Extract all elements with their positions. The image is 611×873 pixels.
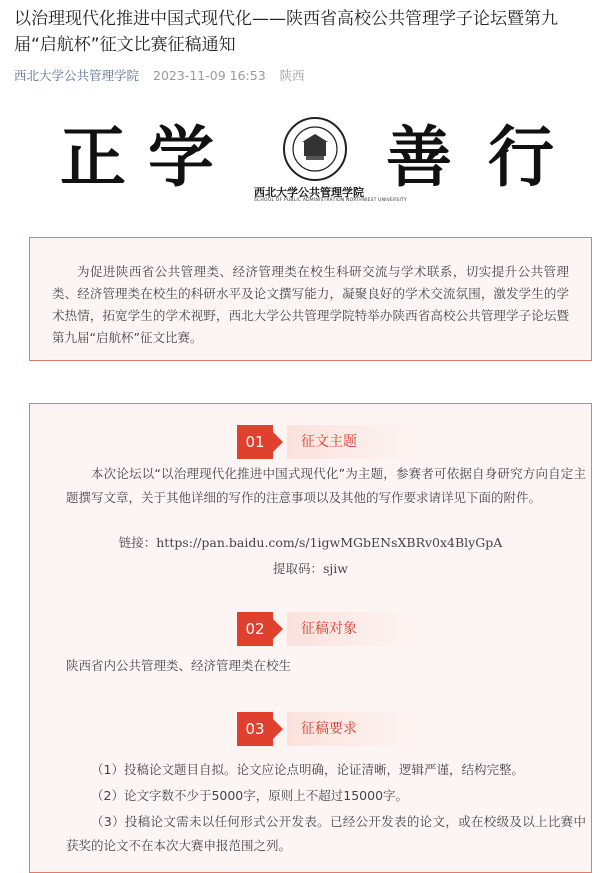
school-emblem-icon [282,116,348,182]
download-link[interactable]: https://pan.baidu.com/s/1igwMGbENsXBRv0x4BlyGpA [156,535,503,550]
school-name: 西北大学公共管理学院 [254,186,364,199]
banner-image [60,112,580,212]
author-link[interactable]: 西北大学公共管理学院 [14,68,140,83]
section-title: 征稿要求 [287,712,417,746]
arrow-icon [273,719,283,739]
article-title: 以治理现代化推进中国式现代化——陕西省高校公共管理学子论坛暨第九届“启航杯”征文比赛征稿通知 [14,9,558,55]
calligraphy-char-1: 正 [60,118,126,196]
content-box [29,403,592,873]
requirement-item: （2）论文字数不少于5000字，原则上不超过15000字。 [91,788,409,803]
section-number: 01 [237,425,273,459]
intro-box [29,237,592,361]
section-title: 征稿对象 [287,612,417,646]
code-label: 提取码： [272,561,323,576]
school-name-english: SCHOOL OF PUBLIC ADMINISTRATION NORTHWEST UNIVERSITY [254,198,407,203]
extraction-code: sjiw [323,561,348,576]
publish-location: 陕西 [279,68,305,83]
arrow-icon [273,432,283,452]
section-number: 02 [237,612,273,646]
link-label: 链接： [118,535,157,550]
target-text: 陕西省内公共管理类、经济管理类在校生 [66,658,292,673]
arrow-icon [273,619,283,639]
extraction-code-line [30,559,591,577]
section-title: 征文主题 [287,425,417,459]
theme-text: 本次论坛以“以治理现代化推进中国式现代化”为主题，参赛者可依据自身研究方向自定主题撰写文章，关于其他详细的写作的注意事项以及其他的写作要求请详见下面的附件。 [66,466,586,505]
section-header-requirements [237,712,417,746]
download-link-line [30,533,591,551]
section-header-theme [237,425,417,459]
calligraphy-char-4: 行 [488,118,554,196]
article-meta [14,66,315,84]
section-number: 03 [237,712,273,746]
requirement-item: （1）投稿论文题目自拟。论文应论点明确，论证清晰，逻辑严谨，结构完整。 [91,762,524,777]
calligraphy-char-3: 善 [386,118,452,196]
publish-time: 2023-11-09 16:53 [153,68,266,83]
requirement-item: （3）投稿论文需未以任何形式公开发表。已经公开发表的论文，或在校级及以上比赛中获奖的论文不在本次大赛申报范围之列。 [66,814,586,853]
section-header-target [237,612,417,646]
intro-text: 为促进陕西省公共管理类、经济管理类在校生科研交流与学术联系，切实提升公共管理类、经济管理类在校生的科研水平及论文撰写能力，凝聚良好的学术交流氛围，激发学生的学术热情，拓宽学生的学术视野，西北大学公共管理学院特举办陕西省高校公共管理学子论坛暨第九届“启航杯”征文比赛。 [52,264,569,345]
calligraphy-char-2: 学 [148,118,214,196]
